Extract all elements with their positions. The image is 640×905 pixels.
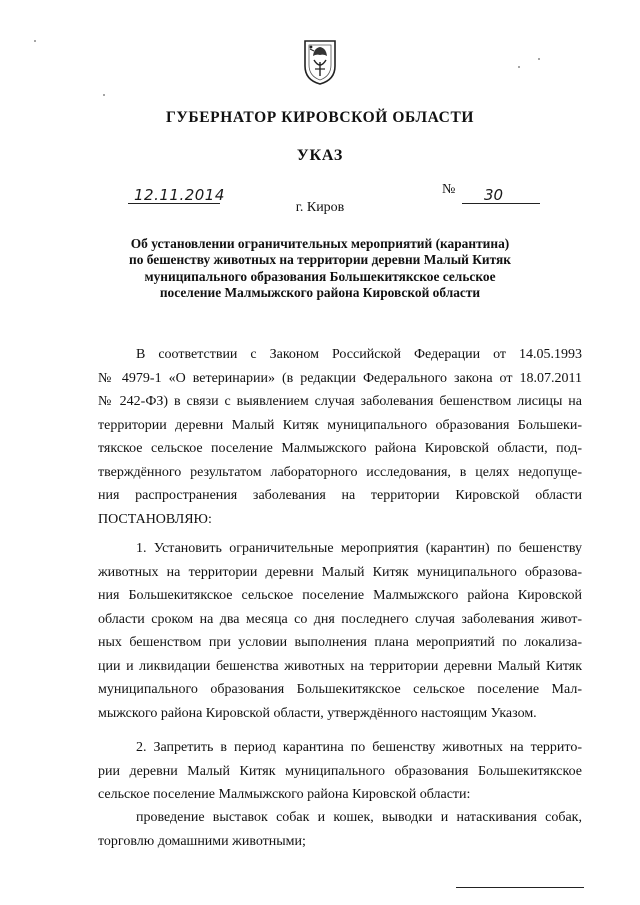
text-line: ПОСТАНОВЛЯЮ: <box>98 511 212 527</box>
text-line: ния распространения заболевания на территории Кировской области <box>98 488 582 503</box>
title-line: Об установлении ограничительных мероприятий (карантина) <box>130 236 510 251</box>
preamble-paragraph <box>98 343 582 531</box>
title-line: по бешенству животных на территории деревни Малый Китяк <box>129 252 511 268</box>
text-line: торговлю домашними животными; <box>98 833 306 849</box>
text-line: ния Большекитякское сельское поселение Малмыжского района Кировской <box>98 588 582 603</box>
number-label: № <box>442 182 456 197</box>
text-line: ции и ликвидации бешенства животных на территории деревни Малый Китяк <box>98 658 582 674</box>
text-line: области сроком на два месяца со дня последнего случая заболевания живот- <box>98 611 582 627</box>
text-line: тверждённого результатом лабораторного исследования, в целях недопуще- <box>98 464 582 480</box>
text-line: сельское поселение Малмыжского района Кировской области: <box>98 787 471 802</box>
scan-speck <box>34 40 36 42</box>
clause-1-paragraph <box>98 537 582 725</box>
text-line: территории деревни Малый Китяк муниципального образования Большеки- <box>98 417 582 433</box>
title-line: поселение Малмыжского района Кировской области <box>159 284 481 300</box>
text-line: мыжского района Кировской области, утверждённого настоящим Указом. <box>98 705 537 721</box>
text-line: ных бешенством при условии выполнения плана мероприятий по локализа- <box>98 635 582 650</box>
decree-date: 12.11.2014 <box>134 186 225 204</box>
text-line: В соответствии с Законом Российской Федерации от 14.05.1993 <box>136 347 582 362</box>
text-line: животных на территории деревни Малый Китяк муниципального образова- <box>98 564 582 580</box>
decree-title <box>90 236 550 301</box>
scan-speck <box>518 66 520 68</box>
scan-speck <box>103 94 105 96</box>
governor-heading: ГУБЕРНАТОР КИРОВСКОЙ ОБЛАСТИ <box>165 109 475 126</box>
text-line: № 242-ФЗ) в связи с выявлением случая заболевания бешенством лисицы на <box>98 394 582 409</box>
city-line: г. Киров <box>295 200 345 215</box>
text-line: № 4979-1 «О ветеринарии» (в редакции Федерального закона от 18.07.2011 <box>98 370 582 386</box>
text-line: 1. Установить ограничительные мероприятия (карантин) по бешенству <box>136 541 582 556</box>
decree-number: 30 <box>484 186 504 204</box>
text-line: рии деревни Малый Китяк муниципального образования Большекитякское <box>98 763 582 779</box>
coat-of-arms-icon <box>302 38 338 86</box>
clause-2-paragraph <box>98 736 582 807</box>
text-line: 2. Запретить в период карантина по бешенству животных на террито- <box>136 740 582 755</box>
clause-2-item-paragraph <box>98 806 582 853</box>
scan-speck <box>538 58 540 60</box>
decree-heading: УКАЗ <box>296 147 344 164</box>
text-line: тякское сельское поселение Малмыжского района Кировской области, под- <box>98 441 582 456</box>
text-line: муниципального образования Большекитякское сельское поселение Мал- <box>98 682 582 697</box>
text-line: проведение выставок собак и кошек, выводки и натаскивания собак, <box>136 810 582 825</box>
title-line: муниципального образования Большекитякское сельское <box>144 268 496 284</box>
footer-rule <box>456 887 584 888</box>
